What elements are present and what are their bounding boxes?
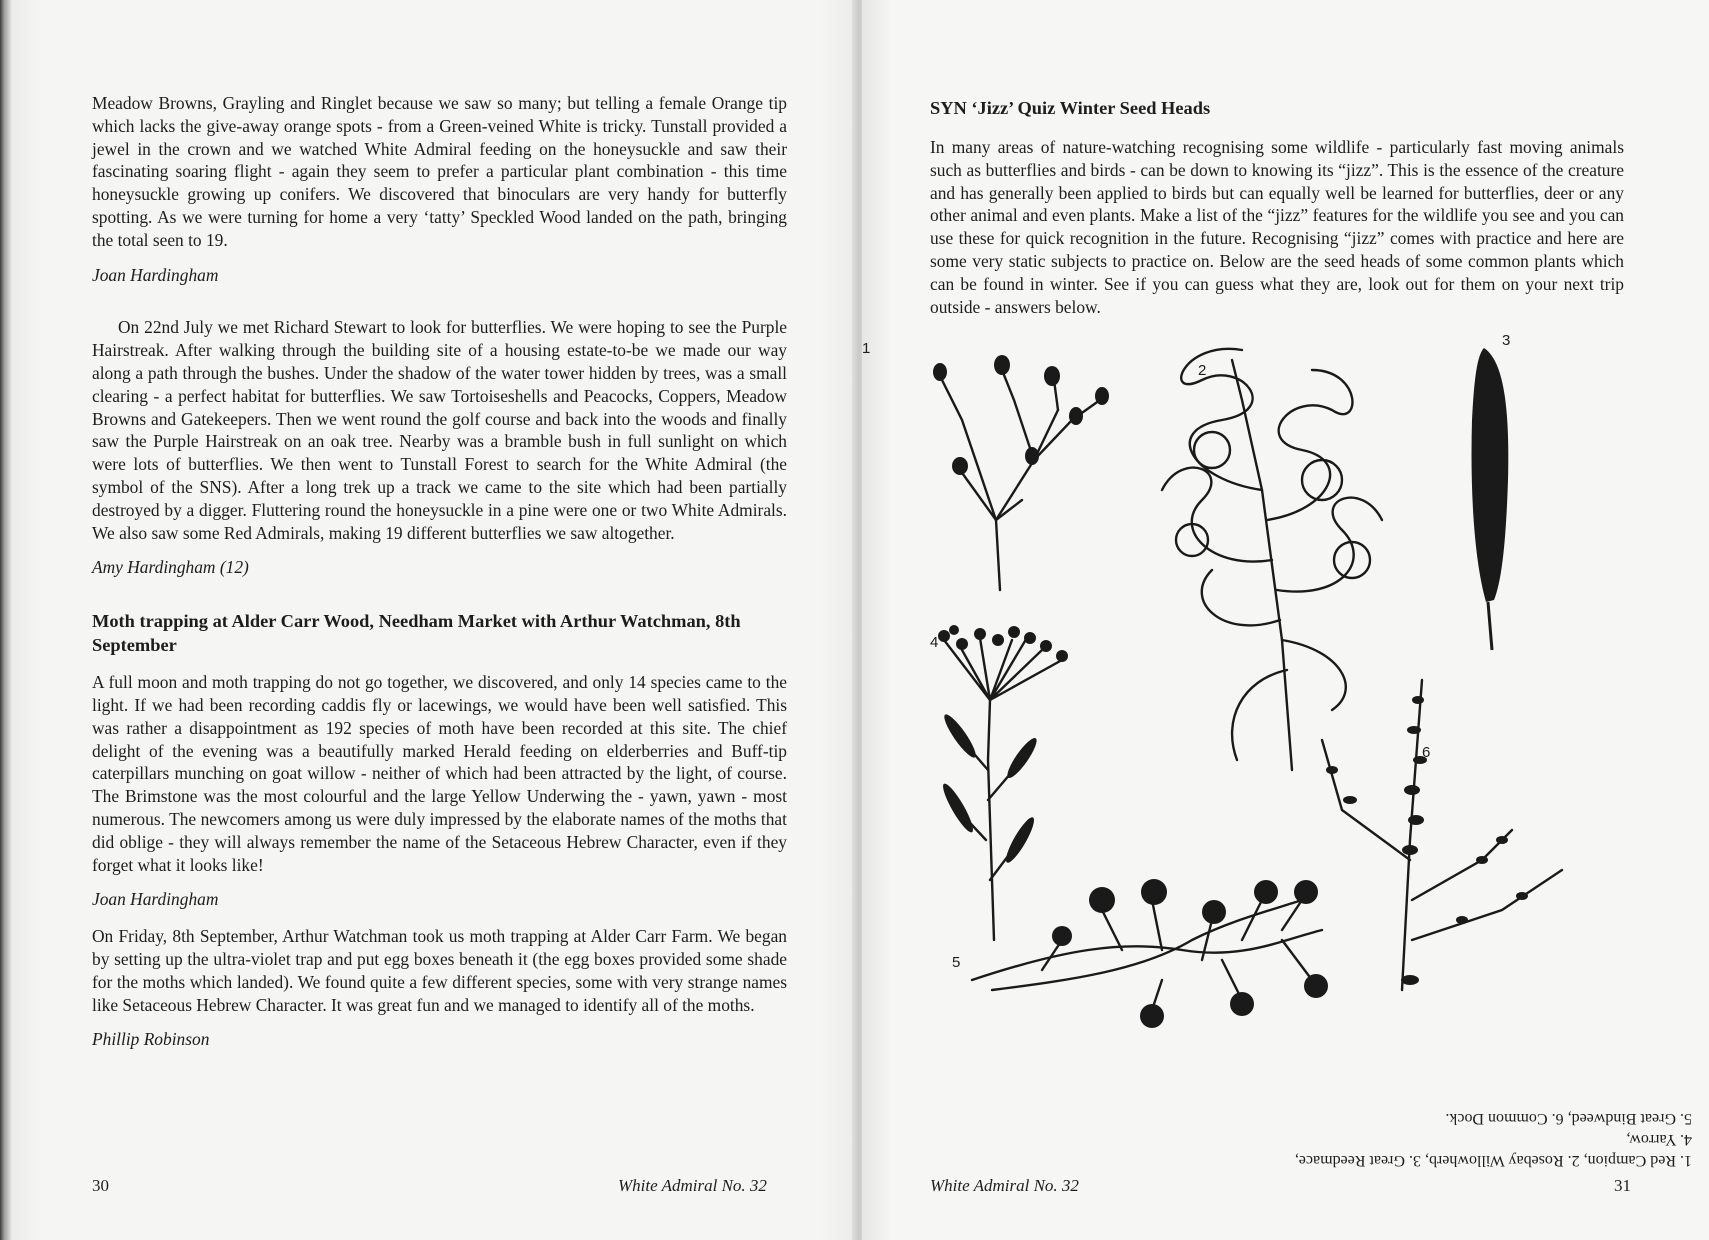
signature: Amy Hardingham (12): [92, 557, 249, 578]
running-title: White Admiral No. 32: [618, 1176, 767, 1195]
seed-heads-illustration: [862, 332, 1709, 1120]
plant-4-yarrow: [944, 636, 1062, 940]
plant-1-red-campion: [942, 370, 1100, 590]
paragraph-moths-2: On Friday, 8th September, Arthur Watchman took us moth trapping at Alder Carr Farm. We began by setting up the ultra-violet trap and put egg boxes beneath it (the egg boxes provided some shade for the moths which landed). We found quite a few different species, some with very strange names like Setaceous Hebrew Character. It was great fun and we managed to identify all of the moths.: [92, 926, 787, 1015]
plant-2-rosebay-willowherb: [1162, 349, 1382, 770]
plant-label-1: 1: [862, 340, 871, 357]
running-title: White Admiral No. 32: [930, 1176, 1079, 1195]
quiz-heading: SYN ‘Jizz’ Quiz Winter Seed Heads: [930, 98, 1211, 118]
plant-label-2: 2: [1198, 362, 1207, 379]
right-page: [862, 0, 1709, 1240]
plant-5-great-bindweed: [972, 900, 1322, 1010]
right-column: [930, 96, 1624, 318]
plant-label-5: 5: [952, 954, 961, 971]
answers-line-1: 1. Red Campion, 2. Rosebay Willowherb, 3. Great Reedmace, 4. Yarrow,: [1294, 1131, 1692, 1169]
plant-label-4: 4: [930, 634, 939, 651]
paragraph-butterflies-1: Meadow Browns, Grayling and Ringlet because we saw so many; but telling a female Orange tip which lacks the give-away orange spots - from a Green-veined White is tricky. Tunstall provided a jewel in the crown and we watched White Admiral feeding on the honeysuckle and saw their fascinating soaring flight - again they seem to prefer a particular plant combination - this time honeysuckle growing up conifers. We discovered that binoculars are very handy for butterfly spotting. As we were turning for home a very ‘tatty’ Speckled Wood landed on the path, bringing the total seen to 19.: [92, 93, 787, 250]
answers-line-2: 5. Great Bindweed, 6. Common Dock.: [1445, 1110, 1692, 1127]
seed-heads-drawing: [862, 340, 1709, 1120]
quiz-answers-upside-down: [1292, 1108, 1692, 1171]
page-number: 31: [1614, 1176, 1631, 1195]
page-number: 30: [92, 1176, 109, 1195]
signature: Phillip Robinson: [92, 1029, 210, 1050]
signature: Joan Hardingham: [92, 889, 219, 910]
plant-6-common-dock: [1322, 680, 1562, 990]
plant-label-3: 3: [1502, 332, 1511, 349]
paragraph-butterflies-2: On 22nd July we met Richard Stewart to look for butterflies. We were hoping to see the Purple Hairstreak. After walking through the building site of a housing estate-to-be we made our way along a path through the bushes. Under the shadow of the water tower hidden by trees, was a small clearing - a perfect habitat for butterflies. We saw Tortoiseshells and Peacocks, Coppers, Meadow Browns and Gatekeepers. Then we went round the golf course and back into the woods and finally saw the Purple Hairstreak on an oak tree. Nearby was a bramble bush in full sunlight on which were lots of butterflies. We then went to Tunstall Forest to search for the White Admiral (the symbol of the SNS). After a long trek up a track we came to the site which had been partially destroyed by a digger. Fluttering round the honeysuckle in a pine were one or two White Admirals. We also saw some Red Admirals, making 19 different butterflies we saw altogether.: [92, 317, 787, 543]
paragraph-moths-1: A full moon and moth trapping do not go together, we discovered, and only 14 species came to the light. If we had been recording caddis fly or lacewings, we would have been well satisfied. This was rather a disappointment as 192 species of moth have been recorded at this site. The chief delight of the evening was a beautifully marked Herald feeding on elderberries and Buff-tip caterpillars munching on goat willow - neither of which had been attracted by the light, of course. The Brimstone was the most colourful and the large Yellow Underwing the - yawn, yawn - most numerous. The newcomers among us were duly impressed by the elaborate names of the moths that did oblige - they will always remember the name of the Setaceous Hebrew Character, even if they forget what it looks like!: [92, 672, 787, 875]
quiz-intro-paragraph: In many areas of nature-watching recognising some wildlife - particularly fast moving animals such as butterflies and birds - can be down to knowing its “jizz”. This is the essence of the creature and has generally been applied to birds but can equally well be learned for butterflies, deer or any other animal and even plants. Make a list of the “jizz” features for the wildlife you see and you can use these for quick recognition in the future. Recognising “jizz” comes with practice and here are some very static subjects to practice on. Below are the seed heads of some common plants which can be found in winter. See if you can guess what they are, look out for them on your next trip outside - answers below.: [930, 137, 1624, 317]
left-column: [92, 92, 787, 1081]
signature: Joan Hardingham: [92, 264, 219, 285]
article-heading-moth-trapping: Moth trapping at Alder Carr Wood, Needham Market with Arthur Watchman, 8th September: [92, 611, 741, 656]
plant-label-6: 6: [1422, 744, 1431, 761]
